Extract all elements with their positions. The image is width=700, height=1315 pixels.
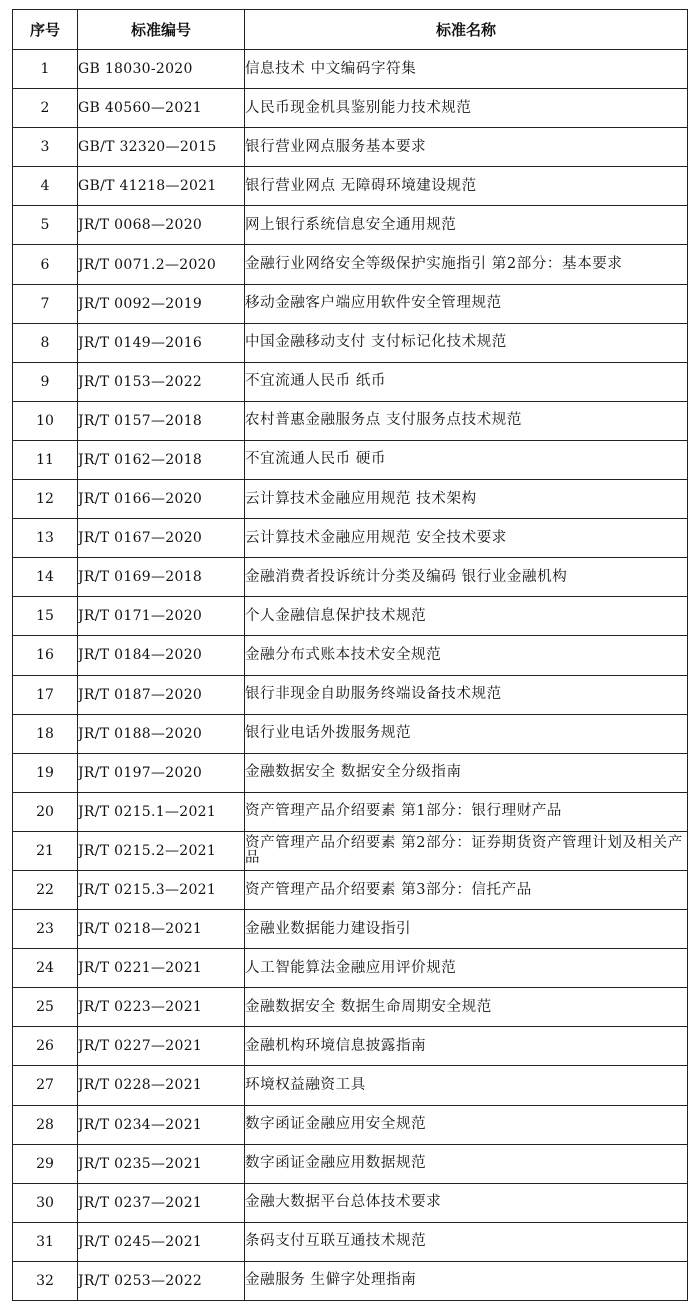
standard-name-cell: 人工智能算法金融应用评价规范 bbox=[245, 949, 688, 988]
standard-code-cell: JR/T 0237—2021 bbox=[78, 1183, 245, 1222]
header-row bbox=[13, 10, 688, 50]
serial-number-cell: 2 bbox=[13, 89, 78, 128]
serial-number-cell: 9 bbox=[13, 362, 78, 401]
serial-number-cell: 24 bbox=[13, 949, 78, 988]
table-row bbox=[13, 558, 688, 597]
standard-name-cell: 金融机构环境信息披露指南 bbox=[245, 1027, 688, 1066]
standard-code-cell: JR/T 0157—2018 bbox=[78, 401, 245, 440]
standard-name-cell: 金融分布式账本技术安全规范 bbox=[245, 636, 688, 675]
standard-name-cell: 银行业电话外拨服务规范 bbox=[245, 714, 688, 753]
header-standard-code: 标准编号 bbox=[78, 10, 245, 50]
standard-code-cell: JR/T 0171—2020 bbox=[78, 597, 245, 636]
serial-number-cell: 21 bbox=[13, 831, 78, 870]
standard-name-cell: 金融行业网络安全等级保护实施指引 第2部分：基本要求 bbox=[245, 245, 688, 284]
serial-number-cell: 27 bbox=[13, 1066, 78, 1105]
standard-name-cell: 金融服务 生僻字处理指南 bbox=[245, 1261, 688, 1300]
table-row bbox=[13, 1105, 688, 1144]
standard-code-cell: JR/T 0228—2021 bbox=[78, 1066, 245, 1105]
serial-number-cell: 14 bbox=[13, 558, 78, 597]
serial-number-cell: 18 bbox=[13, 714, 78, 753]
serial-number-cell: 3 bbox=[13, 128, 78, 167]
standard-name-cell: 人民币现金机具鉴别能力技术规范 bbox=[245, 89, 688, 128]
serial-number-cell: 23 bbox=[13, 910, 78, 949]
standard-code-cell: JR/T 0215.2—2021 bbox=[78, 831, 245, 870]
table-row bbox=[13, 128, 688, 167]
standard-code-cell: JR/T 0215.1—2021 bbox=[78, 792, 245, 831]
standard-name-cell: 条码支付互联互通技术规范 bbox=[245, 1222, 688, 1261]
standards-table bbox=[12, 9, 688, 1301]
standard-name-cell: 农村普惠金融服务点 支付服务点技术规范 bbox=[245, 401, 688, 440]
standard-name-cell: 银行营业网点服务基本要求 bbox=[245, 128, 688, 167]
standard-name-cell: 数字函证金融应用数据规范 bbox=[245, 1144, 688, 1183]
standard-code-cell: JR/T 0218—2021 bbox=[78, 910, 245, 949]
table-row bbox=[13, 362, 688, 401]
standard-code-cell: JR/T 0162—2018 bbox=[78, 440, 245, 479]
serial-number-cell: 12 bbox=[13, 480, 78, 519]
standard-name-cell: 金融消费者投诉统计分类及编码 银行业金融机构 bbox=[245, 558, 688, 597]
table-row bbox=[13, 870, 688, 909]
standard-code-cell: JR/T 0215.3—2021 bbox=[78, 870, 245, 909]
standard-name-cell: 中国金融移动支付 支付标记化技术规范 bbox=[245, 323, 688, 362]
standard-name-cell: 资产管理产品介绍要素 第1部分：银行理财产品 bbox=[245, 792, 688, 831]
standard-name-cell: 金融数据安全 数据生命周期安全规范 bbox=[245, 988, 688, 1027]
serial-number-cell: 32 bbox=[13, 1261, 78, 1300]
serial-number-cell: 29 bbox=[13, 1144, 78, 1183]
standard-name-cell: 不宜流通人民币 纸币 bbox=[245, 362, 688, 401]
serial-number-cell: 15 bbox=[13, 597, 78, 636]
standard-name-cell: 云计算技术金融应用规范 技术架构 bbox=[245, 480, 688, 519]
serial-number-cell: 1 bbox=[13, 50, 78, 89]
standard-code-cell: JR/T 0245—2021 bbox=[78, 1222, 245, 1261]
standard-name-cell: 资产管理产品介绍要素 第3部分：信托产品 bbox=[245, 870, 688, 909]
table-row bbox=[13, 1027, 688, 1066]
standard-code-cell: JR/T 0253—2022 bbox=[78, 1261, 245, 1300]
header-serial-number: 序号 bbox=[13, 10, 78, 50]
table-header bbox=[13, 10, 688, 50]
table-row bbox=[13, 519, 688, 558]
table-row bbox=[13, 714, 688, 753]
standard-name-cell: 云计算技术金融应用规范 安全技术要求 bbox=[245, 519, 688, 558]
standard-code-cell: JR/T 0153—2022 bbox=[78, 362, 245, 401]
standard-name-cell: 金融业数据能力建设指引 bbox=[245, 910, 688, 949]
standard-code-cell: JR/T 0223—2021 bbox=[78, 988, 245, 1027]
table-row bbox=[13, 480, 688, 519]
table-row bbox=[13, 988, 688, 1027]
standard-code-cell: JR/T 0169—2018 bbox=[78, 558, 245, 597]
standard-code-cell: JR/T 0166—2020 bbox=[78, 480, 245, 519]
serial-number-cell: 25 bbox=[13, 988, 78, 1027]
table-row bbox=[13, 245, 688, 284]
serial-number-cell: 11 bbox=[13, 440, 78, 479]
table-row bbox=[13, 206, 688, 245]
standard-code-cell: JR/T 0221—2021 bbox=[78, 949, 245, 988]
table-row bbox=[13, 401, 688, 440]
standard-name-cell: 金融数据安全 数据安全分级指南 bbox=[245, 753, 688, 792]
standard-name-cell: 移动金融客户端应用软件安全管理规范 bbox=[245, 284, 688, 323]
table-row bbox=[13, 1144, 688, 1183]
standard-code-cell: JR/T 0188—2020 bbox=[78, 714, 245, 753]
table-body bbox=[13, 50, 688, 1301]
serial-number-cell: 5 bbox=[13, 206, 78, 245]
serial-number-cell: 17 bbox=[13, 675, 78, 714]
serial-number-cell: 16 bbox=[13, 636, 78, 675]
serial-number-cell: 28 bbox=[13, 1105, 78, 1144]
serial-number-cell: 19 bbox=[13, 753, 78, 792]
standard-code-cell: JR/T 0092—2019 bbox=[78, 284, 245, 323]
table-row bbox=[13, 284, 688, 323]
standard-name-cell: 数字函证金融应用安全规范 bbox=[245, 1105, 688, 1144]
standard-name-cell: 环境权益融资工具 bbox=[245, 1066, 688, 1105]
standard-code-cell: JR/T 0197—2020 bbox=[78, 753, 245, 792]
standard-code-cell: JR/T 0234—2021 bbox=[78, 1105, 245, 1144]
serial-number-cell: 30 bbox=[13, 1183, 78, 1222]
table-row bbox=[13, 1183, 688, 1222]
serial-number-cell: 20 bbox=[13, 792, 78, 831]
serial-number-cell: 13 bbox=[13, 519, 78, 558]
table-row bbox=[13, 323, 688, 362]
table-row bbox=[13, 675, 688, 714]
table-row bbox=[13, 1261, 688, 1300]
standard-code-cell: JR/T 0149—2016 bbox=[78, 323, 245, 362]
serial-number-cell: 22 bbox=[13, 870, 78, 909]
table-row bbox=[13, 440, 688, 479]
standard-name-cell: 个人金融信息保护技术规范 bbox=[245, 597, 688, 636]
standard-code-cell: JR/T 0184—2020 bbox=[78, 636, 245, 675]
serial-number-cell: 10 bbox=[13, 401, 78, 440]
table-row bbox=[13, 831, 688, 870]
standard-code-cell: JR/T 0235—2021 bbox=[78, 1144, 245, 1183]
header-standard-name: 标准名称 bbox=[245, 10, 688, 50]
serial-number-cell: 26 bbox=[13, 1027, 78, 1066]
table-row bbox=[13, 597, 688, 636]
table-row bbox=[13, 89, 688, 128]
table-row bbox=[13, 792, 688, 831]
standard-code-cell: GB 18030-2020 bbox=[78, 50, 245, 89]
standard-name-cell: 金融大数据平台总体技术要求 bbox=[245, 1183, 688, 1222]
serial-number-cell: 8 bbox=[13, 323, 78, 362]
standard-name-cell: 资产管理产品介绍要素 第2部分：证券期货资产管理计划及相关产品 bbox=[245, 831, 688, 870]
standard-name-cell: 不宜流通人民币 硬币 bbox=[245, 440, 688, 479]
table-row bbox=[13, 1066, 688, 1105]
standard-code-cell: JR/T 0068—2020 bbox=[78, 206, 245, 245]
serial-number-cell: 7 bbox=[13, 284, 78, 323]
standard-name-cell: 网上银行系统信息安全通用规范 bbox=[245, 206, 688, 245]
standard-name-cell: 信息技术 中文编码字符集 bbox=[245, 50, 688, 89]
standard-code-cell: JR/T 0167—2020 bbox=[78, 519, 245, 558]
standard-code-cell: GB 40560—2021 bbox=[78, 89, 245, 128]
standard-code-cell: GB/T 41218—2021 bbox=[78, 167, 245, 206]
table-row bbox=[13, 910, 688, 949]
standard-code-cell: JR/T 0227—2021 bbox=[78, 1027, 245, 1066]
standard-name-cell: 银行营业网点 无障碍环境建设规范 bbox=[245, 167, 688, 206]
standard-code-cell: JR/T 0187—2020 bbox=[78, 675, 245, 714]
standard-code-cell: JR/T 0071.2—2020 bbox=[78, 245, 245, 284]
table-row bbox=[13, 1222, 688, 1261]
table-row bbox=[13, 167, 688, 206]
serial-number-cell: 6 bbox=[13, 245, 78, 284]
table-row bbox=[13, 949, 688, 988]
serial-number-cell: 4 bbox=[13, 167, 78, 206]
standard-code-cell: GB/T 32320—2015 bbox=[78, 128, 245, 167]
table-row bbox=[13, 753, 688, 792]
table-row bbox=[13, 636, 688, 675]
serial-number-cell: 31 bbox=[13, 1222, 78, 1261]
standard-name-cell: 银行非现金自助服务终端设备技术规范 bbox=[245, 675, 688, 714]
table-row bbox=[13, 50, 688, 89]
